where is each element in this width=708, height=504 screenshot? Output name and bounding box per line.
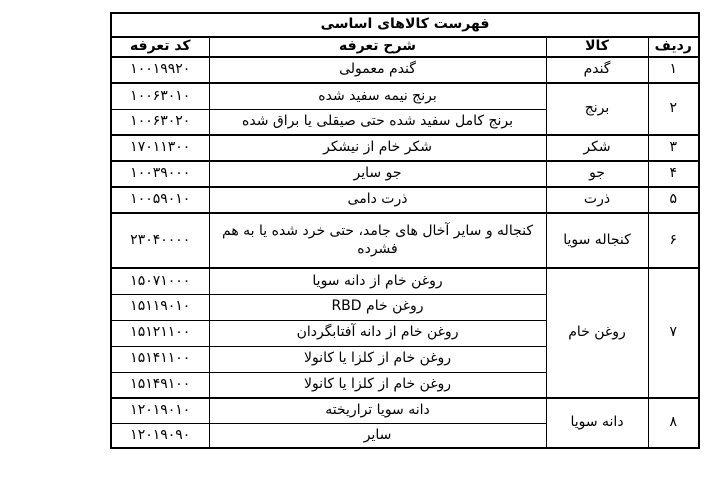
goods-cell: روغن خام xyxy=(546,268,648,398)
description-cell: ذرت دامی xyxy=(209,187,546,213)
col-header-code: کد تعرفه xyxy=(111,37,209,57)
row-no-cell: ۳ xyxy=(648,135,699,161)
table-row xyxy=(111,268,699,294)
table-header-row xyxy=(111,37,699,57)
table-row xyxy=(111,57,699,83)
col-header-description: شرح تعرفه xyxy=(209,37,546,57)
row-no-cell: ۸ xyxy=(648,398,699,448)
description-cell: برنج نیمه سفید شده xyxy=(209,83,546,109)
essential-goods-table xyxy=(110,12,700,449)
row-no-cell: ۱ xyxy=(648,57,699,83)
goods-cell: کنجاله سویا xyxy=(546,213,648,268)
table-row xyxy=(111,161,699,187)
description-cell: جو سایر xyxy=(209,161,546,187)
description-cell: سایر xyxy=(209,423,546,448)
tariff-code-cell: ۱۵۰۷۱۰۰۰ xyxy=(111,268,209,294)
row-no-cell: ۴ xyxy=(648,161,699,187)
table-row xyxy=(111,398,699,423)
goods-cell: گندم xyxy=(546,57,648,83)
table-row xyxy=(111,187,699,213)
tariff-code-cell: ۱۰۰۳۹۰۰۰ xyxy=(111,161,209,187)
description-cell: برنج کامل سفید شده حتی صیقلی یا براق شده xyxy=(209,109,546,135)
table-title: فهرست کالاهای اساسی xyxy=(111,13,699,37)
tariff-code-cell: ۲۳۰۴۰۰۰۰ xyxy=(111,213,209,268)
description-cell: دانه سویا تراریخته xyxy=(209,398,546,423)
tariff-code-cell: ۱۵۱۴۹۱۰۰ xyxy=(111,372,209,398)
goods-cell: ذرت xyxy=(546,187,648,213)
col-header-goods: کالا xyxy=(546,37,648,57)
table-row xyxy=(111,83,699,109)
row-no-cell: ۲ xyxy=(648,83,699,135)
row-no-cell: ۶ xyxy=(648,213,699,268)
tariff-code-cell: ۱۵۱۴۱۱۰۰ xyxy=(111,346,209,372)
table-title-row xyxy=(111,13,699,37)
tariff-code-cell: ۱۵۱۱۹۰۱۰ xyxy=(111,294,209,320)
description-cell: کنجاله و سایر آخال های جامد، حتی خرد شده یا به هم فشرده xyxy=(209,213,546,268)
tariff-code-cell: ۱۲۰۱۹۰۱۰ xyxy=(111,398,209,423)
goods-cell: شکر xyxy=(546,135,648,161)
goods-cell: جو xyxy=(546,161,648,187)
tariff-code-cell: ۱۰۰۱۹۹۲۰ xyxy=(111,57,209,83)
tariff-code-cell: ۱۰۰۶۳۰۱۰ xyxy=(111,83,209,109)
tariff-code-cell: ۱۰۰۵۹۰۱۰ xyxy=(111,187,209,213)
tariff-code-cell: ۱۵۱۲۱۱۰۰ xyxy=(111,320,209,346)
description-cell: روغن خام از کلزا یا کانولا xyxy=(209,372,546,398)
row-no-cell: ۵ xyxy=(648,187,699,213)
description-cell: شکر خام از نیشکر xyxy=(209,135,546,161)
col-header-row-no: ردیف xyxy=(648,37,699,57)
goods-cell: برنج xyxy=(546,83,648,135)
description-cell: گندم معمولی xyxy=(209,57,546,83)
tariff-code-cell: ۱۷۰۱۱۳۰۰ xyxy=(111,135,209,161)
description-cell: روغن خام از دانه سویا xyxy=(209,268,546,294)
goods-cell: دانه سویا xyxy=(546,398,648,448)
table-row xyxy=(111,135,699,161)
description-cell: روغن خام RBD xyxy=(209,294,546,320)
tariff-code-cell: ۱۲۰۱۹۰۹۰ xyxy=(111,423,209,448)
description-cell: روغن خام از دانه آفتابگردان xyxy=(209,320,546,346)
row-no-cell: ۷ xyxy=(648,268,699,398)
table-row xyxy=(111,213,699,268)
description-cell: روغن خام از کلزا یا کانولا xyxy=(209,346,546,372)
tariff-code-cell: ۱۰۰۶۳۰۲۰ xyxy=(111,109,209,135)
